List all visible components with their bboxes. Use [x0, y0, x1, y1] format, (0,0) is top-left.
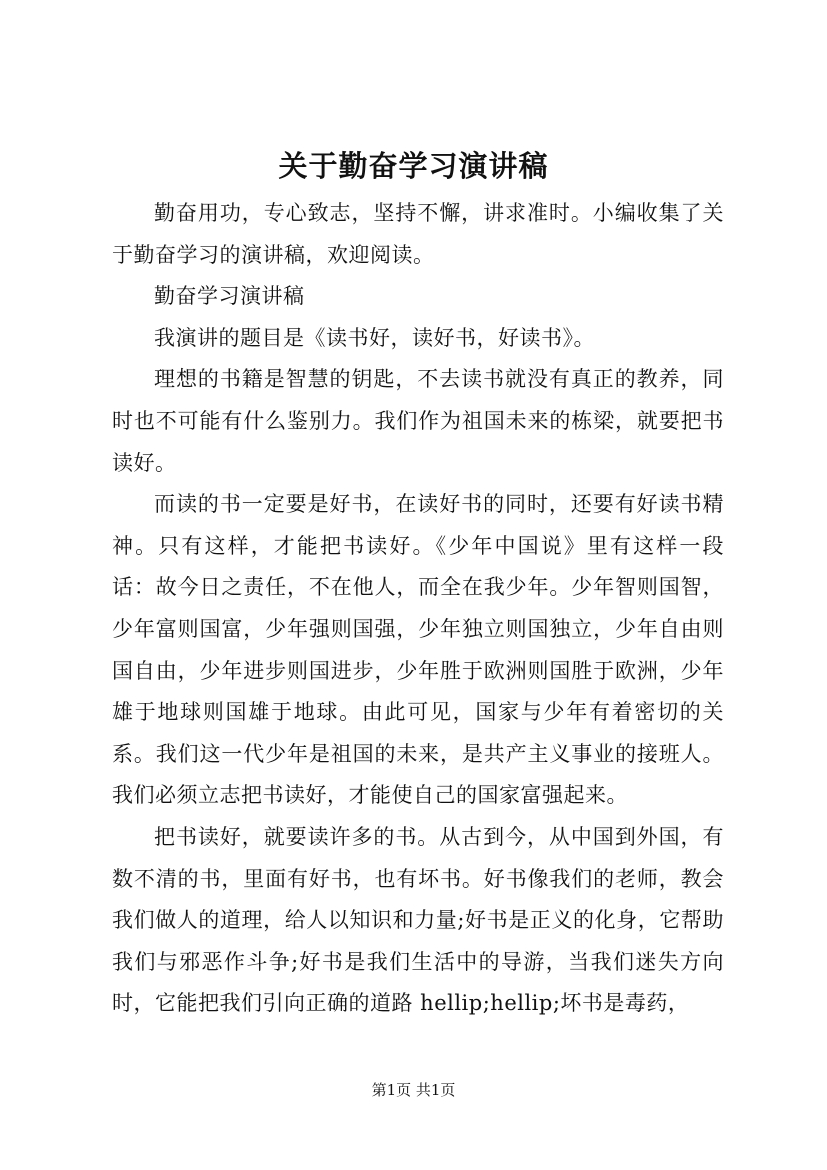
paragraph-intro: 勤奋用功，专心致志，坚持不懈，讲求准时。小编收集了关于勤奋学习的演讲稿，欢迎阅读。: [112, 201, 724, 267]
paragraph-ideal-books: 理想的书籍是智慧的钥匙，不去读书就没有真正的教养，同时也不可能有什么鉴别力。我们作为祖国未来的栋梁，就要把书读好。: [112, 367, 724, 475]
paragraph-subtitle: 勤奋学习演讲稿: [154, 284, 305, 309]
paragraph-good-books: 而读的书一定要是好书，在读好书的同时，还要有好读书精神。只有这样，才能把书读好。《少年中国说》里有这样一段话：故今日之责任，不在他人，而全在我少年。少年智则国智，少年富则国富，少年强则国强，少年独立则国独立，少年自由则国自由，少年进步则国进步，少年胜于欧洲则国胜于欧洲，少年雄于地球则国雄于地球。由此可见，国家与少年有着密切的关系。我们这一代少年是祖国的未来，是共产主义事业的接班人。我们必须立志把书读好，才能使自己的国家富强起来。: [112, 492, 724, 808]
paragraph-read-many: 把书读好，就要读许多的书。从古到今，从中国到外国，有数不清的书，里面有好书，也有坏书。好书像我们的老师，教会我们做人的道理，给人以知识和力量;好书是正义的化身，它帮助我们与邪恶作斗争;好书是我们生活中的导游，当我们迷失方向时，它能把我们引向正确的道路 hellip;hellip;坏书是毒药，: [112, 824, 724, 1016]
paragraph-topic: 我演讲的题目是《读书好，读好书，好读书》。: [154, 325, 595, 350]
page-footer: 第1页 共1页: [371, 1081, 456, 1099]
document-body: [112, 193, 724, 1025]
document-title: 关于勤奋学习演讲稿: [278, 149, 549, 183]
